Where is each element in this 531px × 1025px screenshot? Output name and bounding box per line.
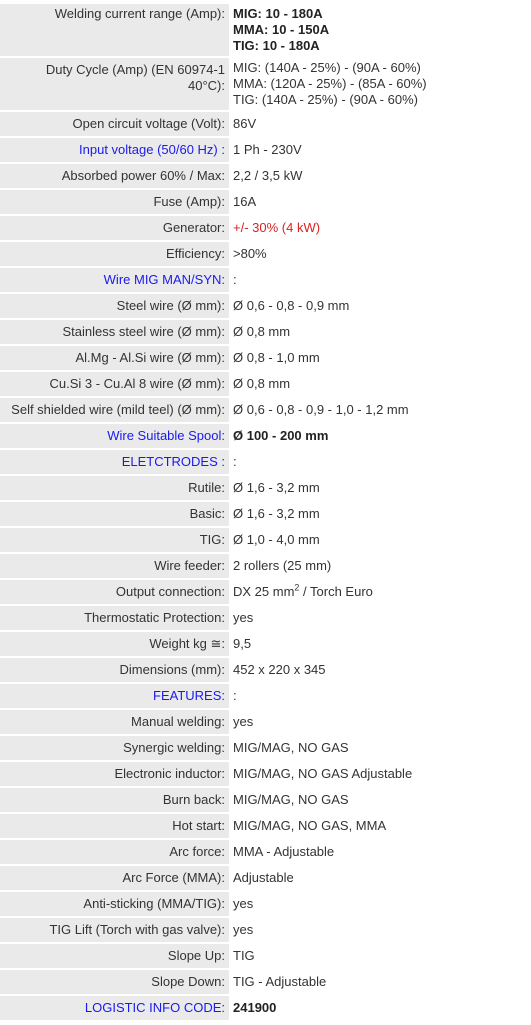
spec-label: Al.Mg - Al.Si wire (Ø mm): <box>0 346 229 370</box>
spec-value-text: Ø 1,6 - 3,2 mm <box>233 506 320 521</box>
spec-value-text: MIG/MAG, NO GAS <box>233 792 349 807</box>
spec-label: Anti-sticking (MMA/TIG): <box>0 892 229 916</box>
spec-label: Slope Up: <box>0 944 229 968</box>
spec-value-text: 452 x 220 x 345 <box>233 662 326 677</box>
spec-value <box>229 606 531 630</box>
spec-label: Manual welding: <box>0 710 229 734</box>
spec-label: Basic: <box>0 502 229 526</box>
spec-value-text: 2 rollers (25 mm) <box>233 558 332 573</box>
spec-row <box>0 736 531 760</box>
spec-label: Wire MIG MAN/SYN: <box>0 268 229 292</box>
spec-value <box>229 58 531 110</box>
spec-value <box>229 372 531 396</box>
spec-value-line: MIG: 10 - 180A <box>233 6 323 21</box>
spec-label: Rutile: <box>0 476 229 500</box>
spec-row <box>0 944 531 968</box>
spec-value-text: MMA - Adjustable <box>233 844 335 859</box>
spec-value-text: yes <box>233 714 254 729</box>
spec-label: FEATURES: <box>0 684 229 708</box>
spec-row <box>0 866 531 890</box>
spec-value-suffix: / Torch Euro <box>299 584 373 599</box>
spec-row <box>0 398 531 422</box>
spec-label: Self shielded wire (mild teel) (Ø mm): <box>0 398 229 422</box>
spec-label: Steel wire (Ø mm): <box>0 294 229 318</box>
spec-value-text: Ø 100 - 200 mm <box>233 428 329 443</box>
spec-value-text: 16A <box>233 194 257 209</box>
spec-value <box>229 710 531 734</box>
spec-label-line: Duty Cycle (Amp) (EN 60974-1 <box>45 62 225 77</box>
spec-label: Cu.Si 3 - Cu.Al 8 wire (Ø mm): <box>0 372 229 396</box>
spec-value <box>229 684 531 708</box>
spec-label: Arc force: <box>0 840 229 864</box>
spec-label: Generator: <box>0 216 229 240</box>
spec-value <box>229 4 531 56</box>
spec-value-text: Adjustable <box>233 870 294 885</box>
spec-row <box>0 268 531 292</box>
spec-label: Welding current range (Amp): <box>0 4 229 56</box>
spec-row <box>0 164 531 188</box>
spec-value <box>229 268 531 292</box>
spec-row <box>0 684 531 708</box>
spec-label: LOGISTIC INFO CODE: <box>0 996 229 1020</box>
spec-value <box>229 242 531 266</box>
spec-row <box>0 502 531 526</box>
spec-value <box>229 970 531 994</box>
spec-row <box>0 424 531 448</box>
spec-label: Burn back: <box>0 788 229 812</box>
spec-label <box>0 58 229 110</box>
spec-value <box>229 866 531 890</box>
spec-value-text: 1 Ph - 230V <box>233 142 302 157</box>
spec-row <box>0 892 531 916</box>
spec-row <box>0 112 531 136</box>
spec-value-text: DX 25 mm <box>233 584 295 599</box>
spec-label: Open circuit voltage (Volt): <box>0 112 229 136</box>
spec-value-text: yes <box>233 610 254 625</box>
unit-exponent: 2 <box>294 582 300 593</box>
spec-value-text: Ø 0,8 - 1,0 mm <box>233 350 320 365</box>
spec-row <box>0 138 531 162</box>
spec-value <box>229 840 531 864</box>
spec-value-text: Ø 0,6 - 0,8 - 0,9 - 1,0 - 1,2 mm <box>233 402 409 417</box>
spec-row <box>0 216 531 240</box>
spec-value <box>229 320 531 344</box>
spec-label: Slope Down: <box>0 970 229 994</box>
spec-value-line: TIG: (140A - 25%) - (90A - 60%) <box>233 92 418 107</box>
spec-row <box>0 970 531 994</box>
spec-row <box>0 528 531 552</box>
spec-row <box>0 580 531 604</box>
spec-value-text: Ø 0,8 mm <box>233 324 291 339</box>
spec-row <box>0 710 531 734</box>
spec-value <box>229 398 531 422</box>
spec-label: Efficiency: <box>0 242 229 266</box>
spec-value-text: >80% <box>233 246 267 261</box>
spec-value-line: TIG: 10 - 180A <box>233 38 320 53</box>
spec-value <box>229 944 531 968</box>
spec-value-text: 241900 <box>233 1000 277 1015</box>
spec-label: Fuse (Amp): <box>0 190 229 214</box>
spec-row <box>0 4 531 56</box>
spec-value-line: MMA: 10 - 150A <box>233 22 330 37</box>
spec-label-line: 40°C): <box>188 78 225 93</box>
spec-label: TIG Lift (Torch with gas valve): <box>0 918 229 942</box>
spec-row <box>0 762 531 786</box>
spec-value <box>229 138 531 162</box>
spec-value <box>229 892 531 916</box>
spec-value <box>229 502 531 526</box>
spec-value <box>229 528 531 552</box>
spec-value-text: Ø 0,6 - 0,8 - 0,9 mm <box>233 298 350 313</box>
spec-value-text: +/- 30% (4 kW) <box>233 220 321 235</box>
spec-label: Weight kg ≅: <box>0 632 229 656</box>
spec-row <box>0 294 531 318</box>
spec-value <box>229 632 531 656</box>
spec-value <box>229 918 531 942</box>
spec-row <box>0 190 531 214</box>
spec-value-text: 9,5 <box>233 636 252 651</box>
spec-row <box>0 996 531 1020</box>
spec-value-text: TIG - Adjustable <box>233 974 327 989</box>
spec-value <box>229 346 531 370</box>
spec-label: Arc Force (MMA): <box>0 866 229 890</box>
spec-value-line: MIG: (140A - 25%) - (90A - 60%) <box>233 60 421 75</box>
spec-label: Input voltage (50/60 Hz) : <box>0 138 229 162</box>
spec-label: Wire feeder: <box>0 554 229 578</box>
spec-value <box>229 996 531 1020</box>
spec-row <box>0 58 531 110</box>
spec-value <box>229 554 531 578</box>
spec-row <box>0 450 531 474</box>
spec-row <box>0 814 531 838</box>
spec-value <box>229 658 531 682</box>
spec-label: Hot start: <box>0 814 229 838</box>
spec-label: Thermostatic Protection: <box>0 606 229 630</box>
spec-row <box>0 918 531 942</box>
spec-value-text: : <box>233 688 237 703</box>
spec-label: Absorbed power 60% / Max: <box>0 164 229 188</box>
spec-value-text: yes <box>233 896 254 911</box>
spec-value-text: MIG/MAG, NO GAS Adjustable <box>233 766 413 781</box>
spec-value <box>229 294 531 318</box>
spec-value-text: MIG/MAG, NO GAS <box>233 740 349 755</box>
specs-table-body <box>0 4 531 1020</box>
spec-value-text: Ø 0,8 mm <box>233 376 291 391</box>
spec-row <box>0 840 531 864</box>
spec-row <box>0 320 531 344</box>
spec-value-text: MIG/MAG, NO GAS, MMA <box>233 818 387 833</box>
spec-value <box>229 814 531 838</box>
spec-label: Dimensions (mm): <box>0 658 229 682</box>
spec-value <box>229 580 531 604</box>
spec-row <box>0 476 531 500</box>
spec-value <box>229 762 531 786</box>
spec-value-text: Ø 1,0 - 4,0 mm <box>233 532 320 547</box>
spec-label: Wire Suitable Spool: <box>0 424 229 448</box>
spec-row <box>0 788 531 812</box>
spec-label: ELETCTRODES : <box>0 450 229 474</box>
spec-value-text: yes <box>233 922 254 937</box>
spec-value <box>229 112 531 136</box>
spec-label: Stainless steel wire (Ø mm): <box>0 320 229 344</box>
spec-row <box>0 242 531 266</box>
specs-table <box>0 2 531 1022</box>
spec-label: Synergic welding: <box>0 736 229 760</box>
spec-row <box>0 658 531 682</box>
spec-label: TIG: <box>0 528 229 552</box>
spec-label: Output connection: <box>0 580 229 604</box>
spec-row <box>0 554 531 578</box>
spec-row <box>0 606 531 630</box>
spec-row <box>0 346 531 370</box>
spec-value-text: : <box>233 454 237 469</box>
spec-value <box>229 788 531 812</box>
spec-value-text: Ø 1,6 - 3,2 mm <box>233 480 320 495</box>
spec-label: Electronic inductor: <box>0 762 229 786</box>
spec-value-text: TIG <box>233 948 255 963</box>
spec-value-text: 2,2 / 3,5 kW <box>233 168 303 183</box>
spec-value-text: 86V <box>233 116 257 131</box>
spec-row <box>0 632 531 656</box>
spec-row <box>0 372 531 396</box>
spec-value <box>229 736 531 760</box>
spec-value <box>229 216 531 240</box>
spec-value <box>229 476 531 500</box>
spec-value-line: MMA: (120A - 25%) - (85A - 60%) <box>233 76 427 91</box>
spec-value <box>229 450 531 474</box>
spec-value <box>229 190 531 214</box>
spec-value <box>229 424 531 448</box>
spec-value-text: : <box>233 272 237 287</box>
spec-value <box>229 164 531 188</box>
